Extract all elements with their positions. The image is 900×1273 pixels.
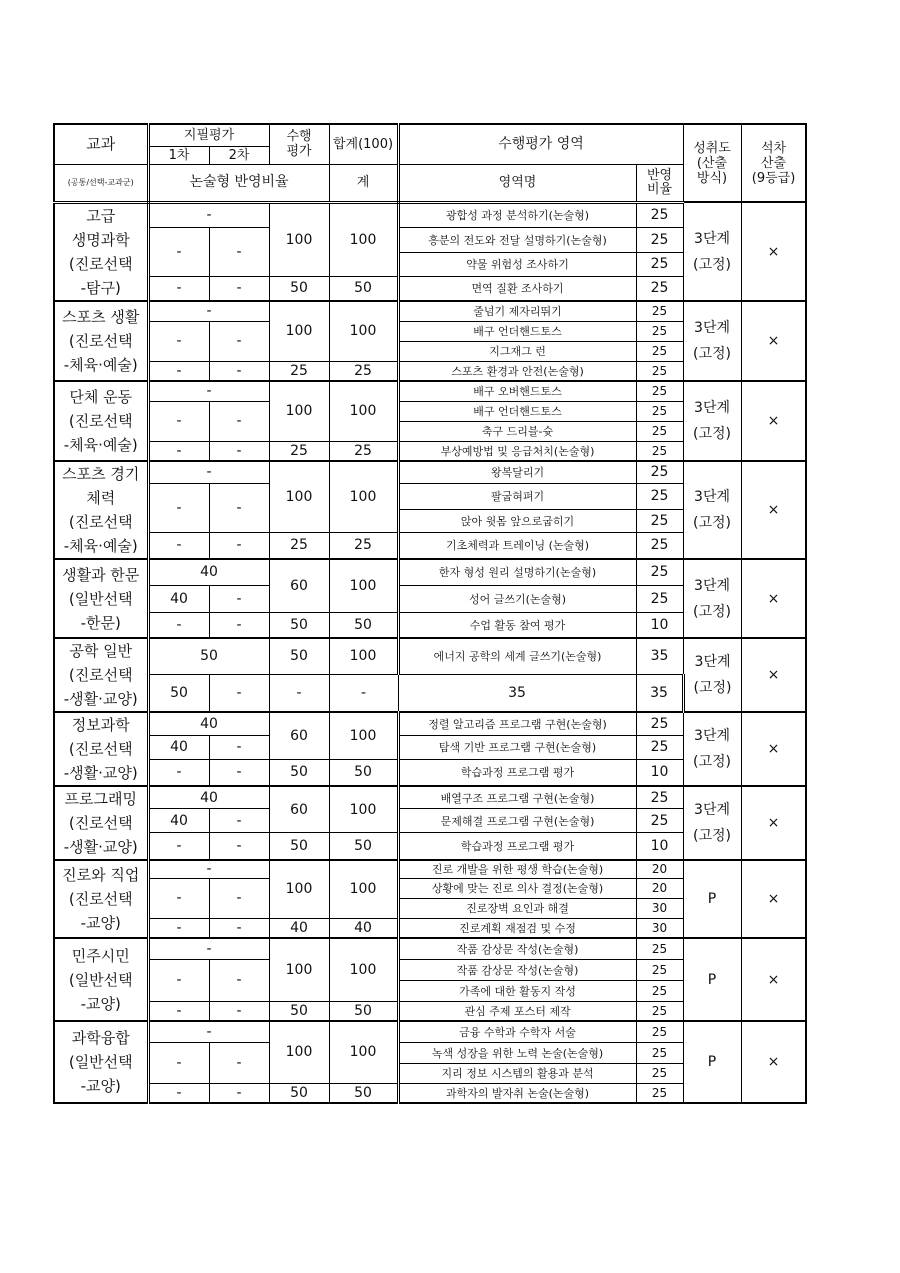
total-value: 100 xyxy=(329,938,398,1001)
performance-value: 100 xyxy=(269,860,329,918)
area-ratio: 25 xyxy=(636,1083,683,1103)
area-name: 상황에 맞는 진로 의사 결정(논술형) xyxy=(398,878,636,898)
subject-name-line: -한문) xyxy=(80,613,121,632)
area-ratio: 25 xyxy=(636,736,683,760)
achievement-method-line: (고정) xyxy=(693,754,732,770)
subject-name-line: (진로선택 xyxy=(68,513,133,531)
performance-value: 100 xyxy=(269,301,329,361)
subject-header xyxy=(54,124,148,164)
round2-value-b: - xyxy=(209,918,269,938)
performance-value-b: 25 xyxy=(269,532,329,559)
evaluation-plan-table xyxy=(53,123,807,1104)
round2-value: - xyxy=(209,227,269,276)
subject-row xyxy=(54,860,806,878)
area-ratio: 25 xyxy=(636,321,683,341)
round1-header: 1차 xyxy=(148,146,209,164)
achievement-method xyxy=(683,461,741,559)
total-value-b: 35 xyxy=(636,674,683,712)
area-name: 에너지 공학의 세계 글쓰기(논술형) xyxy=(398,638,636,674)
round2-value-b: - xyxy=(209,1001,269,1021)
area-ratio: 10 xyxy=(636,833,683,860)
area-name: 팔굽혀펴기 xyxy=(398,483,636,509)
area-ratio: 25 xyxy=(636,712,683,736)
subject-name-line: 진로와 직업 xyxy=(62,866,140,884)
achievement-method-line: 3단계 xyxy=(694,230,731,247)
achievement-method-line: (고정) xyxy=(693,346,732,362)
round2-value: - xyxy=(209,959,269,1001)
total-header: 합계(100) xyxy=(329,124,398,164)
header-row-1 xyxy=(54,124,806,146)
subject-name xyxy=(54,202,148,301)
area-name: 약물 위험성 조사하기 xyxy=(398,252,636,276)
written-eval-header: 지필평가 xyxy=(148,124,269,146)
area-ratio: 25 xyxy=(636,341,683,361)
round1-value-b: - xyxy=(148,759,209,786)
rank-value: × xyxy=(741,301,806,381)
total-value-b: 50 xyxy=(329,1083,398,1103)
achievement-method xyxy=(683,712,741,786)
subject-name-line: 생명과학 xyxy=(71,230,130,249)
area-ratio: 25 xyxy=(636,1042,683,1063)
rank-value: × xyxy=(741,1021,806,1103)
subject-name-line: 스포츠 경기 xyxy=(62,465,140,483)
performance-value-b: 50 xyxy=(269,1001,329,1021)
subject-name xyxy=(54,860,148,938)
area-ratio: 25 xyxy=(636,252,683,276)
evaluation-plan-body xyxy=(54,202,806,1103)
subject-name-line: (진로선택 xyxy=(68,740,133,758)
area-name: 지그재그 런 xyxy=(398,341,636,361)
round2-value: - xyxy=(209,878,269,918)
area-ratio: 20 xyxy=(636,860,683,878)
achievement-method-line: (고정) xyxy=(693,603,732,620)
subject-name-line: -체육·예술) xyxy=(63,356,138,374)
area-name: 왕복달리기 xyxy=(398,461,636,483)
round1-value: - xyxy=(148,321,209,361)
subject-row xyxy=(54,712,806,736)
area-ratio: 25 xyxy=(636,532,683,559)
round2-value-b: - xyxy=(209,276,269,301)
round2-value-b: - xyxy=(209,532,269,559)
rank-value: × xyxy=(741,860,806,938)
round2-value: - xyxy=(209,483,269,532)
area-name: 앉아 윗몸 앞으로굽히기 xyxy=(398,509,636,532)
round2-value: - xyxy=(209,401,269,441)
subject-header-label: 교과 xyxy=(86,135,116,154)
rank-value: × xyxy=(741,638,806,712)
achievement-method-line: 3단계 xyxy=(694,728,731,744)
performance-area-header: 수행평가 영역 xyxy=(398,124,683,164)
performance-value: 60 xyxy=(269,786,329,833)
total-value: 100 xyxy=(329,712,398,759)
performance-value: 60 xyxy=(269,559,329,612)
area-name: 녹색 성장을 위한 노력 논술(논술형) xyxy=(398,1042,636,1063)
area-ratio: 25 xyxy=(636,301,683,321)
performance-header: 수행 평가 xyxy=(269,124,329,164)
area-name: 면역 질환 조사하기 xyxy=(398,276,636,301)
achievement-method xyxy=(683,786,741,860)
performance-value-b: 50 xyxy=(269,612,329,638)
written-eval-merged: - xyxy=(148,938,269,959)
subject-name-line: (진로선택 xyxy=(68,666,133,684)
area-ratio: 25 xyxy=(636,227,683,252)
performance-value-b: 50 xyxy=(269,833,329,860)
round1-value-b: - xyxy=(148,532,209,559)
achievement-method xyxy=(683,638,741,712)
round2-value-b: - xyxy=(209,441,269,461)
performance-value: 100 xyxy=(269,1021,329,1083)
round2-value-b: - xyxy=(209,759,269,786)
round2-value-b: - xyxy=(329,674,398,712)
rank-value: × xyxy=(741,786,806,860)
total-value: 100 xyxy=(329,1021,398,1083)
subject-note: (공통/선택-교과군) xyxy=(54,164,148,202)
area-ratio: 25 xyxy=(636,441,683,461)
area-name: 배열구조 프로그램 구현(논술형) xyxy=(398,786,636,809)
subject-name-line: (진로선택 xyxy=(68,332,133,350)
performance-value-b: 50 xyxy=(269,1083,329,1103)
subject-row xyxy=(54,461,806,483)
performance-value-b: 25 xyxy=(269,441,329,461)
area-ratio: 25 xyxy=(636,361,683,381)
area-ratio: 25 xyxy=(636,421,683,441)
area-ratio: 20 xyxy=(636,878,683,898)
round2-header: 2차 xyxy=(209,146,269,164)
subject-name-line: -교양) xyxy=(80,914,121,932)
performance-value: 50 xyxy=(269,638,329,674)
total-value: 100 xyxy=(329,202,398,276)
area-ratio: 10 xyxy=(636,612,683,638)
performance-value-b: 35 xyxy=(398,674,636,712)
subject-row xyxy=(54,938,806,959)
area-name: 과학자의 발자취 논술(논술형) xyxy=(398,1083,636,1103)
round2-value-b: - xyxy=(209,612,269,638)
total-value: 100 xyxy=(329,301,398,361)
subject-name xyxy=(54,712,148,786)
rank-value: × xyxy=(741,202,806,301)
area-ratio: 25 xyxy=(636,938,683,959)
achievement-method-line: (고정) xyxy=(693,680,732,696)
subject-name-line: 고급 xyxy=(86,206,116,225)
subject-row xyxy=(54,559,806,585)
rank-value: × xyxy=(741,461,806,559)
subject-name-line: (일반선택 xyxy=(68,970,133,989)
subject-name xyxy=(54,381,148,461)
round1-value: 40 xyxy=(148,736,209,760)
subject-row xyxy=(54,301,806,321)
round2-value-b: - xyxy=(209,1083,269,1103)
subject-name-line: 스포츠 생활 xyxy=(62,308,140,326)
area-name: 축구 드리블-슛 xyxy=(398,421,636,441)
area-ratio: 25 xyxy=(636,809,683,833)
subject-name-line: 과학융합 xyxy=(71,1029,130,1047)
round2-value: - xyxy=(209,736,269,760)
round1-value: - xyxy=(148,401,209,441)
performance-value-b: 40 xyxy=(269,918,329,938)
total-value-b: 25 xyxy=(329,361,398,381)
total-value: 100 xyxy=(329,786,398,833)
written-eval-merged: 50 xyxy=(148,638,269,674)
subject-name-line: 민주시민 xyxy=(71,946,130,965)
area-name: 금융 수학과 수학자 서술 xyxy=(398,1021,636,1042)
total-value-b: 40 xyxy=(329,918,398,938)
performance-value-b: 25 xyxy=(269,361,329,381)
area-name: 진로 개발을 위한 평생 학습(논술형) xyxy=(398,860,636,878)
performance-value-b: 50 xyxy=(269,759,329,786)
written-eval-merged: - xyxy=(148,860,269,878)
written-eval-merged: - xyxy=(148,381,269,401)
area-name: 한자 형성 원리 설명하기(논술형) xyxy=(398,559,636,585)
achievement-header: 성취도 (산출 방식) xyxy=(683,124,741,202)
total-value-b: 25 xyxy=(329,441,398,461)
area-name: 줄넘기 제자리뛰기 xyxy=(398,301,636,321)
area-name: 성어 글쓰기(논술형) xyxy=(398,585,636,612)
total-value-b: 50 xyxy=(329,276,398,301)
round1-value-b: - xyxy=(148,1083,209,1103)
subject-name xyxy=(54,461,148,559)
total-value-b: 50 xyxy=(329,1001,398,1021)
area-name: 광합성 과정 분석하기(논술형) xyxy=(398,202,636,227)
area-name: 배구 언더핸드토스 xyxy=(398,401,636,421)
achievement-method-line: (고정) xyxy=(693,828,732,844)
area-ratio: 25 xyxy=(636,559,683,585)
subject-name-line: (진로선택 xyxy=(68,814,133,832)
achievement-method xyxy=(683,938,741,1021)
subject-row xyxy=(54,638,806,674)
total-value: 100 xyxy=(329,381,398,441)
area-name: 학습과정 프로그램 평가 xyxy=(398,759,636,786)
area-ratio: 30 xyxy=(636,898,683,918)
subject-name xyxy=(54,559,148,638)
subject-name-line: -생활·교양) xyxy=(63,690,138,708)
rank-value: × xyxy=(741,712,806,786)
written-eval-merged: - xyxy=(148,202,269,227)
area-ratio: 25 xyxy=(636,401,683,421)
round1-value: 50 xyxy=(148,674,209,712)
area-name: 작품 감상문 작성(논술형) xyxy=(398,959,636,980)
area-name: 진로계획 재점검 및 수정 xyxy=(398,918,636,938)
area-ratio: 35 xyxy=(636,638,683,674)
achievement-method-line: (고정) xyxy=(693,515,732,531)
rank-value: × xyxy=(741,381,806,461)
achievement-method-line: P xyxy=(707,891,717,907)
rank-value: × xyxy=(741,559,806,638)
round2-value: - xyxy=(209,585,269,612)
achievement-method-line: 3단계 xyxy=(694,320,731,336)
area-ratio: 25 xyxy=(636,786,683,809)
subject-name-line: (진로선택 xyxy=(68,412,133,430)
area-name: 학습과정 프로그램 평가 xyxy=(398,833,636,860)
subject-name-line: (일반선택 xyxy=(68,589,133,608)
subject-name-line: -체육·예술) xyxy=(63,537,138,555)
area-name: 배구 오버핸드토스 xyxy=(398,381,636,401)
area-ratio: 25 xyxy=(636,381,683,401)
area-ratio: 25 xyxy=(636,959,683,980)
subject-name-line: (진로선택 xyxy=(68,254,133,273)
round1-value-b: - xyxy=(148,361,209,381)
rank-value: × xyxy=(741,938,806,1021)
subject-name-line: 프로그래밍 xyxy=(64,790,137,808)
achievement-method xyxy=(683,860,741,938)
achievement-method xyxy=(683,559,741,638)
achievement-method-line: 3단계 xyxy=(694,802,731,818)
subject-name-line: -교양) xyxy=(80,1077,121,1095)
round1-value-b: - xyxy=(148,441,209,461)
achievement-method-line: (고정) xyxy=(693,426,732,442)
performance-value: 100 xyxy=(269,461,329,532)
total-value-b: 25 xyxy=(329,532,398,559)
performance-value: 100 xyxy=(269,938,329,1001)
performance-value: 100 xyxy=(269,381,329,441)
total-value-b: 50 xyxy=(329,759,398,786)
round2-value: - xyxy=(209,809,269,833)
total-value: 100 xyxy=(329,461,398,532)
subject-name xyxy=(54,786,148,860)
reflect-ratio-header: 반영 비율 xyxy=(636,164,683,202)
area-ratio: 25 xyxy=(636,202,683,227)
subject-name-line: -생활·교양) xyxy=(63,838,138,856)
subject-row xyxy=(54,202,806,227)
subject-name-line: -탐구) xyxy=(80,278,121,297)
area-name: 관심 주제 포스터 제작 xyxy=(398,1001,636,1021)
area-ratio: 25 xyxy=(636,483,683,509)
subject-row xyxy=(54,1021,806,1042)
written-eval-merged: 40 xyxy=(148,559,269,585)
area-name: 문제해결 프로그램 구현(논술형) xyxy=(398,809,636,833)
area-name-header: 영역명 xyxy=(398,164,636,202)
round1-value-b: - xyxy=(148,833,209,860)
area-name: 지리 정보 시스템의 활용과 분석 xyxy=(398,1063,636,1083)
achievement-method xyxy=(683,1021,741,1103)
achievement-method-line: P xyxy=(707,1054,717,1070)
round1-value-b: - xyxy=(148,918,209,938)
area-name: 스포츠 환경과 안전(논술형) xyxy=(398,361,636,381)
area-name: 수업 활동 참여 평가 xyxy=(398,612,636,638)
round2-value: - xyxy=(209,674,269,712)
subject-name xyxy=(54,301,148,381)
subject-name-line: 생활과 한문 xyxy=(62,565,140,584)
achievement-method-line: 3단계 xyxy=(694,489,731,505)
achievement-method xyxy=(683,202,741,301)
subject-name xyxy=(54,938,148,1021)
area-name: 정렬 알고리즘 프로그램 구현(논술형) xyxy=(398,712,636,736)
written-eval-merged: - xyxy=(148,301,269,321)
sum-header: 계 xyxy=(329,164,398,202)
total-value-b: 50 xyxy=(329,612,398,638)
written-eval-merged: - xyxy=(148,461,269,483)
round1-value-b: - xyxy=(269,674,329,712)
performance-value-b: 50 xyxy=(269,276,329,301)
written-eval-merged: - xyxy=(148,1021,269,1042)
subject-row xyxy=(54,786,806,809)
area-name: 배구 언더핸드토스 xyxy=(398,321,636,341)
round1-value: - xyxy=(148,483,209,532)
area-name: 작품 감상문 작성(논술형) xyxy=(398,938,636,959)
round2-value-b: - xyxy=(209,361,269,381)
area-ratio: 30 xyxy=(636,918,683,938)
achievement-method-line: (고정) xyxy=(693,256,732,273)
total-value-b: 50 xyxy=(329,833,398,860)
area-name: 흥분의 전도와 전달 설명하기(논술형) xyxy=(398,227,636,252)
subject-name-line: 정보과학 xyxy=(71,716,130,734)
area-ratio: 25 xyxy=(636,461,683,483)
evaluation-plan-table-wrapper xyxy=(53,123,805,1104)
subject-name xyxy=(54,1021,148,1103)
subject-name-line: -교양) xyxy=(80,994,121,1013)
round1-value: - xyxy=(148,227,209,276)
performance-value: 60 xyxy=(269,712,329,759)
area-ratio: 25 xyxy=(636,509,683,532)
area-name: 탐색 기반 프로그램 구현(논술형) xyxy=(398,736,636,760)
area-name: 기초체력과 트레이닝 (논술형) xyxy=(398,532,636,559)
subject-name-line: (진로선택 xyxy=(68,890,133,908)
subject-name-line: 단체 운동 xyxy=(69,388,133,406)
area-ratio: 25 xyxy=(636,1063,683,1083)
round1-value: 40 xyxy=(148,585,209,612)
achievement-method-line: P xyxy=(707,971,717,988)
rank-header: 석차 산출 (9등급) xyxy=(741,124,806,202)
written-eval-merged: 40 xyxy=(148,786,269,809)
round1-value: - xyxy=(148,959,209,1001)
round2-value: - xyxy=(209,1042,269,1083)
essay-ratio-header: 논술형 반영비율 xyxy=(148,164,329,202)
area-ratio: 25 xyxy=(636,1001,683,1021)
achievement-method-line: 3단계 xyxy=(694,400,731,416)
round1-value-b: - xyxy=(148,612,209,638)
achievement-method xyxy=(683,381,741,461)
round2-value: - xyxy=(209,321,269,361)
subject-row xyxy=(54,381,806,401)
written-eval-merged: 40 xyxy=(148,712,269,736)
subject-name-line: -생활·교양) xyxy=(63,764,138,782)
subject-name xyxy=(54,638,148,712)
area-ratio: 25 xyxy=(636,585,683,612)
round1-value-b: - xyxy=(148,276,209,301)
performance-value: 100 xyxy=(269,202,329,276)
area-ratio: 25 xyxy=(636,276,683,301)
area-ratio: 25 xyxy=(636,1021,683,1042)
area-ratio: 10 xyxy=(636,759,683,786)
achievement-method xyxy=(683,301,741,381)
round1-value-b: - xyxy=(148,1001,209,1021)
area-name: 진로장벽 요인과 해결 xyxy=(398,898,636,918)
subject-name-line: 체력 xyxy=(86,489,116,507)
area-name: 가족에 대한 활동지 작성 xyxy=(398,980,636,1001)
subject-name-line: 공학 일반 xyxy=(69,642,133,660)
area-ratio: 25 xyxy=(636,980,683,1001)
total-value: 100 xyxy=(329,559,398,612)
total-value: 100 xyxy=(329,638,398,674)
round1-value: 40 xyxy=(148,809,209,833)
round1-value: - xyxy=(148,1042,209,1083)
achievement-method-line: 3단계 xyxy=(694,654,731,670)
area-name: 부상예방법 및 응급처치(논술형) xyxy=(398,441,636,461)
round1-value: - xyxy=(148,878,209,918)
achievement-method-line: 3단계 xyxy=(694,577,731,594)
total-value: 100 xyxy=(329,860,398,918)
subject-name-line: (일반선택 xyxy=(68,1053,133,1071)
round2-value-b: - xyxy=(209,833,269,860)
subject-name-line: -체육·예술) xyxy=(63,436,138,454)
